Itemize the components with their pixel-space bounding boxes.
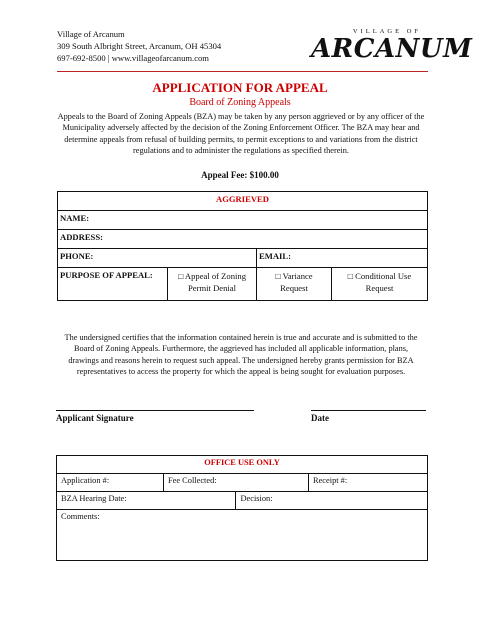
date-line[interactable] bbox=[311, 410, 426, 411]
purpose-label: PURPOSE OF APPEAL: bbox=[58, 268, 168, 301]
receipt-number-field[interactable]: Receipt #: bbox=[309, 474, 428, 492]
option-line2: Request bbox=[365, 283, 394, 293]
decision-field[interactable]: Decision: bbox=[236, 492, 428, 510]
option-conditional-use-request[interactable] bbox=[332, 268, 428, 301]
email-field[interactable]: EMAIL: bbox=[257, 249, 428, 268]
date-label: Date bbox=[311, 413, 329, 423]
option-appeal-zoning-denial[interactable] bbox=[168, 268, 257, 301]
office-use-header: OFFICE USE ONLY bbox=[57, 456, 428, 474]
option-line1: Appeal of Zoning bbox=[184, 271, 246, 281]
form-subtitle: Board of Zoning Appeals bbox=[189, 97, 291, 108]
office-use-table bbox=[56, 455, 428, 561]
intro-paragraph: Appeals to the Board of Zoning Appeals (BZA) may be taken by any person aggrieved or by any officer of the Municipality adversely affected by the decision of the Zoning Enforcement Officer. The BZA may hear and determine appeals from refusal of building permits, to permit exceptions to and variations from the district regulations and to administer the regulations as specified therein. bbox=[57, 112, 425, 155]
aggrieved-header: AGGRIEVED bbox=[58, 192, 428, 211]
header-divider bbox=[57, 71, 428, 72]
logo-wordmark: ARCANUM bbox=[311, 34, 473, 64]
applicant-signature-label: Applicant Signature bbox=[56, 413, 134, 423]
option-variance-request[interactable] bbox=[257, 268, 332, 301]
comments-field[interactable]: Comments: bbox=[57, 510, 428, 561]
option-line1: Conditional Use bbox=[355, 271, 412, 281]
village-address-block bbox=[57, 28, 221, 64]
checkbox-icon[interactable]: □ bbox=[178, 271, 184, 281]
village-name: Village of Arcanum bbox=[57, 29, 125, 39]
option-line2: Request bbox=[280, 283, 308, 293]
village-logo bbox=[311, 28, 473, 64]
logo-small-text: VILLAGE OF bbox=[352, 28, 421, 35]
checkbox-icon[interactable]: □ bbox=[347, 271, 353, 281]
address-field[interactable]: ADDRESS: bbox=[58, 230, 428, 249]
appeal-fee: Appeal Fee: $100.00 bbox=[201, 170, 279, 180]
contact-info: 697-692-8500 | www.villageofarcanum.com bbox=[57, 53, 209, 63]
aggrieved-table bbox=[57, 191, 428, 301]
phone-field[interactable]: PHONE: bbox=[58, 249, 257, 268]
bza-hearing-date-field[interactable]: BZA Hearing Date: bbox=[57, 492, 236, 510]
option-line1: Variance bbox=[282, 271, 313, 281]
application-number-field[interactable]: Application #: bbox=[57, 474, 164, 492]
fee-collected-field[interactable]: Fee Collected: bbox=[164, 474, 309, 492]
applicant-signature-line[interactable] bbox=[56, 410, 254, 411]
name-field[interactable]: NAME: bbox=[58, 211, 428, 230]
street-address: 309 South Albright Street, Arcanum, OH 45304 bbox=[57, 41, 222, 51]
form-title: APPLICATION FOR APPEAL bbox=[152, 80, 328, 95]
checkbox-icon[interactable]: □ bbox=[275, 271, 281, 281]
option-line2: Permit Denial bbox=[188, 283, 236, 293]
certification-paragraph: The undersigned certifies that the information contained herein is true and accurate and is submitted to the Board of Zoning Appeals. Furthermore, the aggrieved has included all applicable information, plans, drawings and reasons herein to request such appeal. The undersigned hereby grants permission for BZA representatives to access the property for which the appeal is being sought for evaluation purposes. bbox=[64, 333, 418, 377]
